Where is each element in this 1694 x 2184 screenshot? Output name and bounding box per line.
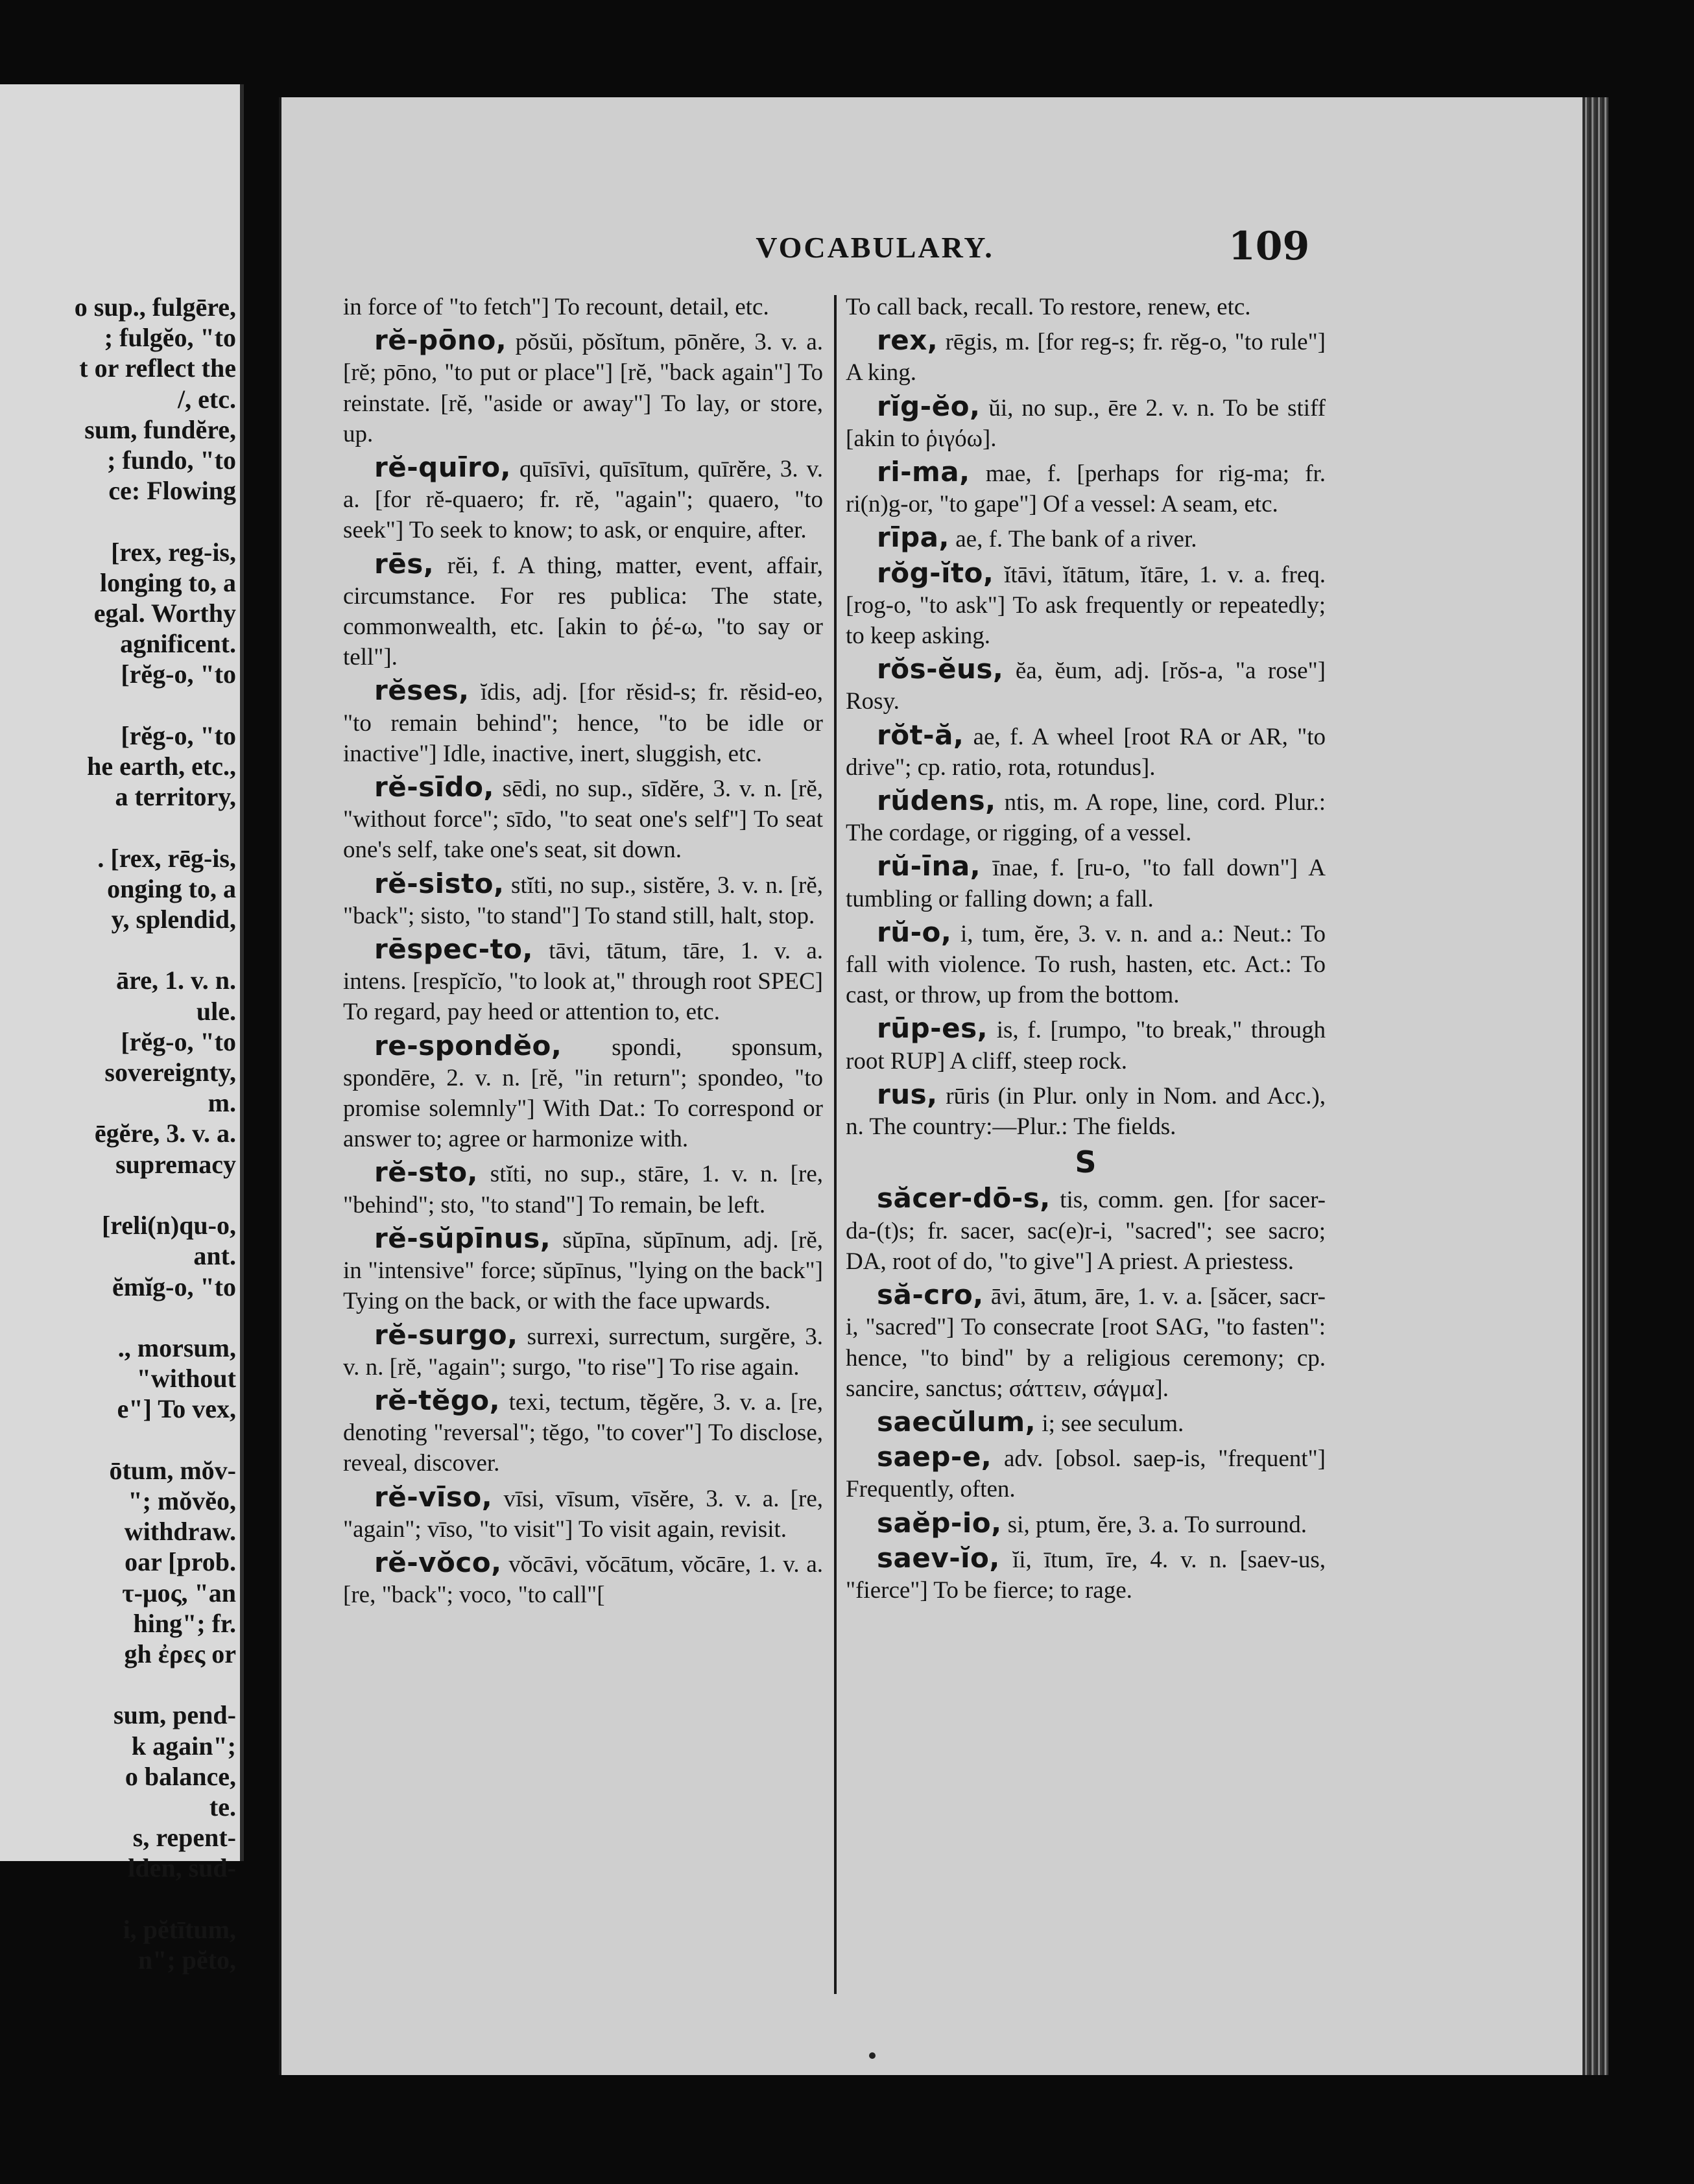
- dictionary-entry: [343, 452, 823, 546]
- entry-headword: saĕp-io,: [877, 1506, 1002, 1539]
- previous-page-line: ., morsum,: [117, 1333, 236, 1362]
- entry-definition: ŭi, no sup., ēre 2. v. n. To be stiff [akin to ῥιγόω].: [846, 394, 1326, 452]
- entry-definition: texi, tectum, tĕgĕre, 3. v. a. [re, denoting "reversal"; tĕgo, "to cover"] To disclose, reveal, discover.: [343, 1388, 824, 1477]
- entry-headword: rēspec-to,: [374, 933, 533, 966]
- previous-page-line: sum, fundĕre,: [84, 414, 236, 444]
- entry-headword: rŭ-o,: [877, 916, 952, 948]
- previous-page-line: supremacy: [115, 1149, 236, 1179]
- entry-definition: rēgis, m. [for reg-s; fr. rĕg-o, "to rule"] A king.: [846, 329, 1326, 386]
- previous-page-line: longing to, a: [99, 567, 236, 597]
- previous-page-line: ule.: [196, 996, 236, 1026]
- entry-definition: pŏsŭi, pŏsĭtum, pōnĕre, 3. v. a. [rĕ; pōno, "to put or place"] [rĕ, "back again"] To reinstate. [rĕ, "aside or away"] To lay, or store, up.: [343, 329, 824, 447]
- dictionary-entry: [846, 1508, 1326, 1540]
- previous-page-fragment: [0, 84, 244, 1975]
- right-column: [846, 292, 1326, 1608]
- dictionary-entry: [343, 549, 823, 673]
- previous-page-line: sum, pend-: [113, 1700, 236, 1730]
- previous-page-line: /, etc.: [178, 384, 236, 414]
- entry-headword: rĕ-pōno,: [374, 324, 507, 357]
- entry-headword: săcer-dō-s,: [877, 1182, 1051, 1215]
- dictionary-entry: [846, 917, 1326, 1011]
- dictionary-entry: [846, 720, 1326, 783]
- entry-definition: spondi, sponsum, spondēre, 2. v. n. [rĕ, "in return"; spondeo, "to promise solemnly"] With Dat.: To correspond or answer to; agree or harmonize with.: [343, 1034, 823, 1153]
- dictionary-entry: [846, 785, 1326, 848]
- entry-definition: rūris (in Plur. only in Nom. and Acc.), n. The country:—Plur.: The fields.: [846, 1082, 1326, 1141]
- dictionary-entry: [846, 1013, 1326, 1076]
- dictionary-page: [279, 97, 1592, 2075]
- dictionary-entry: [343, 1482, 823, 1545]
- dictionary-entry: [343, 934, 823, 1028]
- entry-definition: surrexi, surrectum, surgĕre, 3. v. n. [rĕ, "again"; surgo, "to rise"] To rise again.: [343, 1323, 823, 1381]
- dictionary-entry: [846, 1079, 1326, 1142]
- dictionary-entry: [846, 1279, 1326, 1404]
- previous-page-line: agnificent.: [120, 629, 236, 659]
- previous-page-line: o sup., fulgēre,: [74, 292, 236, 322]
- previous-page-line: m.: [208, 1088, 236, 1118]
- previous-page-line: [75, 1669, 240, 1700]
- section-letter: S: [1075, 1145, 1097, 1180]
- previous-page-line: egal. Worthy: [93, 599, 236, 628]
- previous-page-lines: [75, 292, 240, 1975]
- entry-headword: saecŭlum,: [877, 1405, 1036, 1438]
- column-rule: [834, 295, 837, 1994]
- entry-definition: sēdi, no sup., sīdĕre, 3. v. n. [rĕ, "without force"; sīdo, "to seat one's self"] To seat one's self, take one's seat, sit down.: [343, 776, 823, 864]
- dictionary-entry: [846, 391, 1326, 454]
- dictionary-entry: [343, 675, 823, 769]
- entry-headword: rĕ-sisto,: [374, 867, 505, 899]
- entry-headword: rĕ-sīdo,: [374, 771, 494, 803]
- entry-headword: saev-ĭo,: [877, 1541, 1000, 1574]
- entry-headword: rūp-es,: [877, 1012, 988, 1045]
- previous-page-line: "without: [136, 1364, 236, 1394]
- previous-page-line: s, repent-: [132, 1823, 236, 1853]
- entry-definition: sŭpīna, sŭpīnum, adj. [rĕ, in "intensive" force; sŭpīnus, "lying on the back"] Tying on the back, or with the face upwards.: [343, 1226, 824, 1315]
- previous-page-line: ĕmĭg-o, "to: [112, 1272, 236, 1301]
- entry-definition: quīsīvi, quīsītum, quīrĕre, 3. v. a. [for rĕ-quaero; fr. rĕ, "again"; quaero, "to seek"] To seek to know; to ask, or enquire, after.: [343, 456, 824, 544]
- entry-definition: ĭdis, adj. [for rĕsid-s; fr. rĕsid-eo, "to remain behind"; hence, "to be idle or inactive"] Idle, inactive, inert, sluggish, etc.: [343, 679, 823, 767]
- entry-headword: rŏt-ă,: [877, 718, 964, 751]
- running-head: [281, 224, 1592, 289]
- previous-page-line: [75, 812, 240, 842]
- entry-definition: si, ptum, ĕre, 3. a. To surround.: [1007, 1511, 1307, 1538]
- entry-headword: rĕses,: [374, 674, 470, 707]
- previous-page-line: ce: Flowing: [108, 476, 236, 506]
- previous-page-line: o balance,: [125, 1761, 236, 1791]
- entry-definition: stĭti, no sup., sistĕre, 3. v. n. [rĕ, "back"; sisto, "to stand"] To stand still, halt, stop.: [343, 872, 823, 929]
- previous-page-line: sovereignty,: [104, 1058, 236, 1087]
- previous-page-line: n"; pĕto,: [137, 1945, 236, 1975]
- previous-page-line: oar [prob.: [125, 1547, 236, 1577]
- previous-page-line: [75, 934, 240, 965]
- entry-definition: vŏcāvi, vŏcātum, vŏcāre, 1. v. a. [re, "back"; voco, "to call"[: [343, 1550, 824, 1609]
- previous-page-line: lden, sud-: [128, 1853, 236, 1883]
- entry-definition: ntis, m. A rope, line, cord. Plur.: The cordage, or rigging, of a vessel.: [846, 789, 1326, 847]
- previous-page-line: [75, 506, 240, 536]
- entry-definition: āvi, ātum, āre, 1. v. a. [săcer, sacr-i, "sacred"] To consecrate [root SAG, "to fasten": hence, "to bind" by a religious ceremony; cp. sancire, sanctus; σάττειν, σάγμα].: [846, 1283, 1326, 1402]
- previous-page-line: [75, 690, 240, 720]
- previous-page-line: ; fulgĕo, "to: [104, 323, 236, 353]
- dictionary-entry: [846, 1543, 1326, 1606]
- dictionary-entry: [846, 1183, 1326, 1277]
- previous-page-line: [rĕg-o, "to: [121, 1027, 236, 1056]
- previous-page-line: [rĕg-o, "to: [121, 720, 236, 750]
- entry-headword: rŭ-īna,: [877, 850, 981, 883]
- dictionary-entry: [846, 1407, 1326, 1439]
- previous-page-line: [75, 1425, 240, 1455]
- entry-definition: adv. [obsol. saep-is, "frequent"] Frequently, often.: [846, 1445, 1326, 1503]
- previous-page-line: he earth, etc.,: [87, 752, 236, 781]
- previous-page-line: t or reflect the: [79, 353, 236, 383]
- entry-headword: rus,: [877, 1078, 938, 1110]
- previous-page-line: ant.: [193, 1241, 236, 1271]
- previous-page-line: onging to, a: [107, 873, 236, 903]
- dictionary-entry: [846, 325, 1326, 388]
- entry-headword: rŭdens,: [877, 785, 996, 817]
- entry-headword: rēs,: [374, 547, 435, 580]
- entry-headword: rĭg-ĕo,: [877, 390, 981, 422]
- previous-page-line: gh ἐρες or: [124, 1639, 236, 1668]
- dictionary-entry: [343, 772, 823, 866]
- entry-definition: ae, f. The bank of a river.: [955, 526, 1197, 553]
- dictionary-entry: [343, 868, 823, 931]
- entry-definition: tāvi, tātum, tāre, 1. v. a. intens. [respĭcĭo, "to look at," through root SPEC] To regard, pay heed or attention to, etc.: [343, 938, 823, 1026]
- entry-definition: ĕa, ĕum, adj. [rŏs-a, "a rose"] Rosy.: [846, 658, 1326, 715]
- entry-headword: re-spondĕo,: [374, 1029, 562, 1062]
- previous-page-line: [rex, reg-is,: [111, 537, 236, 567]
- entry-definition: tis, comm. gen. [for sacer-da-(t)s; fr. sacer, sac(e)r-i, "sacred"; see sacro; DA, root of do, "to give"] A priest. A priestess.: [846, 1187, 1326, 1275]
- dictionary-entry: [846, 457, 1326, 519]
- left-column: [343, 292, 823, 1613]
- entry-definition: vīsi, vīsum, vīsĕre, 3. v. a. [re, "again"; vīso, "to visit"] To visit again, revisit.: [343, 1485, 823, 1543]
- entry-headword: rīpa,: [877, 521, 949, 554]
- dictionary-entry: [846, 292, 1326, 322]
- entry-headword: rĕ-quīro,: [374, 451, 512, 484]
- previous-page-line: [75, 1302, 240, 1333]
- previous-page-line: τ-μος, "an: [122, 1578, 236, 1608]
- entry-definition: To call back, recall. To restore, renew, etc.: [846, 294, 1251, 320]
- entry-definition: mae, f. [perhaps for rig-ma; fr. ri(n)g-or, "to gape"] Of a vessel: A seam, etc.: [846, 460, 1326, 518]
- previous-page-line: [75, 1884, 240, 1914]
- previous-page-line: "; mŏvĕo,: [128, 1486, 236, 1515]
- entry-definition: īnae, f. [ru-o, "to fall down"] A tumbling or falling down; a fall.: [846, 855, 1326, 912]
- dictionary-entry: [343, 325, 823, 449]
- previous-page-line: y, splendid,: [111, 905, 236, 934]
- dictionary-entry: [846, 558, 1326, 652]
- dictionary-entry: [343, 1320, 823, 1383]
- dictionary-entry: [846, 522, 1326, 554]
- entry-definition: i, tum, ĕre, 3. v. n. and a.: Neut.: To fall with violence. To rush, hasten, etc. Act.: To cast, or throw, up from the bottom.: [846, 920, 1326, 1009]
- entry-headword: rĕ-vŏco,: [374, 1546, 502, 1578]
- entry-headword: rŏg-ĭto,: [877, 556, 994, 589]
- entry-definition: stĭti, no sup., stāre, 1. v. n. [re, "behind"; sto, "to stand"] To remain, be left.: [343, 1161, 823, 1218]
- dictionary-entry: [343, 1547, 823, 1610]
- previous-page-line: a territory,: [115, 782, 236, 812]
- page-edge: [1582, 97, 1608, 2075]
- previous-page-line: withdraw.: [124, 1517, 236, 1547]
- entry-headword: rĕ-sŭpīnus,: [374, 1222, 551, 1254]
- entry-headword: rĕ-tĕgo,: [374, 1384, 501, 1416]
- entry-headword: rex,: [877, 324, 938, 357]
- entry-headword: rĕ-vīso,: [374, 1480, 493, 1513]
- entry-definition: i; see seculum.: [1042, 1410, 1184, 1437]
- dictionary-entry: [846, 851, 1326, 914]
- previous-page-line: te.: [209, 1792, 236, 1822]
- dictionary-entry: [846, 1442, 1326, 1504]
- entry-headword: să-cro,: [877, 1279, 984, 1311]
- previous-page-line: . [rex, rēg-is,: [97, 843, 236, 873]
- dictionary-entry: [343, 1157, 823, 1220]
- entry-definition: in force of "to fetch"] To recount, detail, etc.: [343, 294, 769, 320]
- previous-page-line: [75, 1180, 240, 1210]
- entry-headword: saep-e,: [877, 1441, 992, 1473]
- previous-page-line: k again";: [131, 1731, 236, 1761]
- previous-page-line: āre, 1. v. n.: [116, 966, 236, 995]
- entry-definition: is, f. [rumpo, "to break," through root RUP] A cliff, steep rock.: [846, 1017, 1326, 1074]
- page-number: 109: [1228, 224, 1310, 269]
- previous-page-line: ēgĕre, 3. v. a.: [94, 1119, 236, 1148]
- running-head-title: VOCABULARY.: [756, 231, 994, 264]
- dictionary-entry: [343, 1385, 823, 1479]
- entry-headword: rŏs-ĕus,: [877, 653, 1004, 685]
- entry-headword: ri-ma,: [877, 456, 970, 488]
- dictionary-entry: [343, 1030, 823, 1155]
- previous-page-line: i, pĕtītum,: [123, 1914, 236, 1944]
- previous-page-line: e"] To vex,: [117, 1394, 236, 1424]
- previous-page-line: ; fundo, "to: [107, 445, 236, 475]
- dictionary-entry: [846, 654, 1326, 717]
- entry-definition: rĕi, f. A thing, matter, event, affair, circumstance. For res publica: The state, commonwealth, etc. [akin to ῥέ-ω, "to say or tell"].: [343, 552, 823, 671]
- dictionary-entry: [343, 1223, 823, 1317]
- previous-page-line: [rĕg-o, "to: [121, 659, 236, 689]
- previous-page-line: hing"; fr.: [133, 1608, 236, 1638]
- entry-headword: rĕ-sto,: [374, 1156, 479, 1189]
- entry-headword: rĕ-surgo,: [374, 1318, 518, 1351]
- entry-definition: ĭi, ītum, īre, 4. v. n. [saev-us, "fierce"] To be fierce; to rage.: [846, 1546, 1326, 1604]
- previous-page-line: [reli(n)qu-o,: [101, 1211, 236, 1240]
- previous-page-line: ōtum, mŏv-: [109, 1455, 236, 1485]
- entry-definition: ĭtāvi, ĭtātum, ĭtāre, 1. v. a. freq. [rog-o, "to ask"] To ask frequently or repeatedly; to keep asking.: [846, 561, 1326, 650]
- ink-speck: [869, 2052, 876, 2059]
- dictionary-entry: [343, 292, 823, 322]
- entry-definition: ae, f. A wheel [root RA or AR, "to drive"; cp. ratio, rota, rotundus].: [846, 723, 1326, 781]
